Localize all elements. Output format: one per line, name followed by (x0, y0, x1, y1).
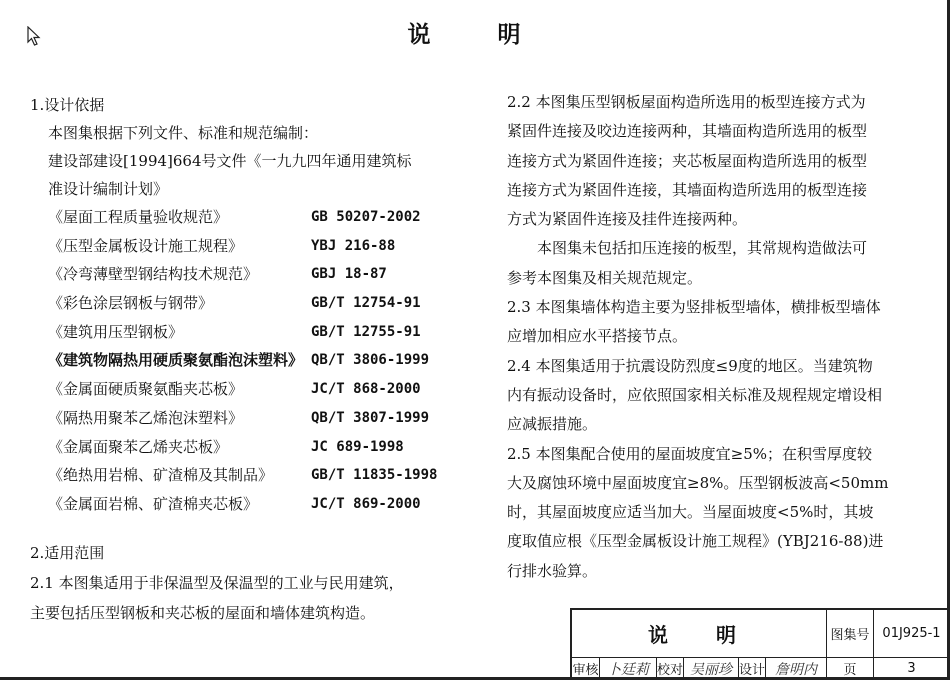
standard-code: GBJ 18-87 (311, 266, 387, 283)
atlas-number-label: 图集号 (830, 628, 870, 643)
standard-row (30, 404, 475, 433)
atlas-number: 01J925-1 (882, 626, 941, 641)
body-line: 连接方式为紧固件连接；夹芯板屋面构造所选用的板型 (507, 151, 868, 170)
body-line: 参考本图集及相关规范规定。 (507, 268, 703, 287)
standard-name: 《金属面岩棉、矿渣棉夹芯板》 (48, 494, 259, 513)
body-line: 时，其屋面坡度应适当加大。当屋面坡度<5%时，其坡 (507, 503, 874, 522)
standard-row (30, 490, 475, 519)
standard-code: GB 50207-2002 (311, 209, 421, 225)
standard-name: 《隔热用聚苯乙烯泡沫塑料》 (48, 408, 244, 427)
standard-name: 《冷弯薄壁型钢结构技术规范》 (48, 265, 259, 284)
standard-name: 《屋面工程质量验收规范》 (48, 208, 229, 226)
checker-signature: 吴丽珍 (690, 661, 732, 678)
standard-row (30, 433, 475, 462)
body-line: 2.3 本图集墙体构造主要为竖排板型墙体，横排板型墙体 (507, 298, 881, 317)
standard-name: 《建筑物隔热用硬质聚氨酯泡沫塑料》 (48, 351, 304, 370)
body-line: 紧固件连接及咬边连接两种，其墙面构造所选用的板型 (507, 122, 868, 141)
standard-name: 《建筑用压型钢板》 (48, 322, 184, 341)
standard-code: QB/T 3807-1999 (311, 409, 430, 426)
body-line: 大及腐蚀环境中屋面坡度宜≥8%。压型钢板波高<50mm (507, 473, 889, 492)
standard-code: JC 689-1998 (311, 438, 404, 455)
page-number: 3 (907, 661, 916, 676)
standard-row (30, 203, 475, 232)
body-line: 应增加相应水平搭接节点。 (507, 327, 688, 346)
standard-code: YBJ 216-88 (311, 237, 396, 254)
right-column (507, 88, 927, 586)
standard-code: JC/T 868-2000 (311, 381, 421, 398)
designer-label: 设计 (739, 663, 766, 678)
body-line: 2.4 本图集适用于抗震设防烈度≤9度的地区。当建筑物 (507, 356, 873, 375)
body-line: 度取值应根《压型金属板设计施工规程》(YBJ216-88)进 (507, 532, 884, 551)
standard-code: QB/T 3806-1999 (311, 352, 430, 369)
standard-code: JC/T 869-2000 (311, 495, 421, 512)
section-2-line: 主要包括压型钢板和夹芯板的屋面和墙体建筑构造。 (30, 603, 376, 622)
standard-code: GB/T 12755-91 (311, 323, 421, 340)
section-1-line: 本图集根据下列文件、标准和规范编制： (48, 124, 319, 142)
section-1-line: 准设计编制计划》 (48, 180, 169, 198)
standard-row (30, 346, 475, 375)
standard-row (30, 375, 475, 404)
body-line: 本图集未包括扣压连接的板型，其常规构造做法可 (537, 239, 868, 258)
body-line: 2.5 本图集配合使用的屋面坡度宜≥5%；在积雪厚度较 (507, 444, 872, 463)
standard-name: 《压型金属板设计施工规程》 (48, 236, 244, 255)
standard-row (30, 461, 475, 490)
body-line: 连接方式为紧固件连接，其墙面构造所选用的板型连接 (507, 180, 868, 199)
standard-code: GB/T 11835-1998 (311, 467, 438, 484)
section-2-line: 2.1 本图集适用于非保温型及保温型的工业与民用建筑， (30, 573, 404, 592)
standard-name: 《彩色涂层钢板与钢带》 (48, 294, 214, 313)
left-column (30, 91, 475, 627)
designer-signature: 詹明内 (775, 661, 817, 678)
page-label: 页 (843, 663, 857, 678)
body-line: 应减振措施。 (507, 415, 598, 434)
title-block (570, 608, 949, 679)
standard-row (30, 232, 475, 261)
body-line: 内有振动设备时，应依照国家相关标准及规程规定增设相 (507, 385, 883, 404)
section-1-heading: 1.设计依据 (30, 96, 105, 114)
reviewer-label: 审核 (572, 663, 599, 678)
body-line: 方式为紧固件连接及挂件连接两种。 (507, 210, 748, 229)
page-title: 说 明 (407, 21, 543, 48)
standard-name: 《金属面硬质聚氨酯夹芯板》 (48, 380, 244, 399)
checker-label: 校对 (657, 663, 684, 678)
reviewer-signature: 卜廷莉 (607, 661, 649, 678)
standard-row (30, 289, 475, 318)
title-block-name: 说 明 (648, 623, 750, 647)
section-1-line: 建设部建设[1994]664号文件《一九九四年通用建筑标 (48, 152, 412, 170)
standard-row (30, 318, 475, 347)
body-line: 行排水验算。 (507, 561, 598, 580)
body-line: 2.2 本图集压型钢板屋面构造所选用的板型连接方式为 (507, 93, 866, 111)
standard-name: 《绝热用岩棉、矿渣棉及其制品》 (48, 466, 274, 485)
standard-row (30, 260, 475, 289)
standard-code: GB/T 12754-91 (311, 295, 421, 312)
standard-name: 《金属面聚苯乙烯夹芯板》 (48, 437, 229, 456)
section-2-heading: 2.适用范围 (30, 543, 105, 562)
